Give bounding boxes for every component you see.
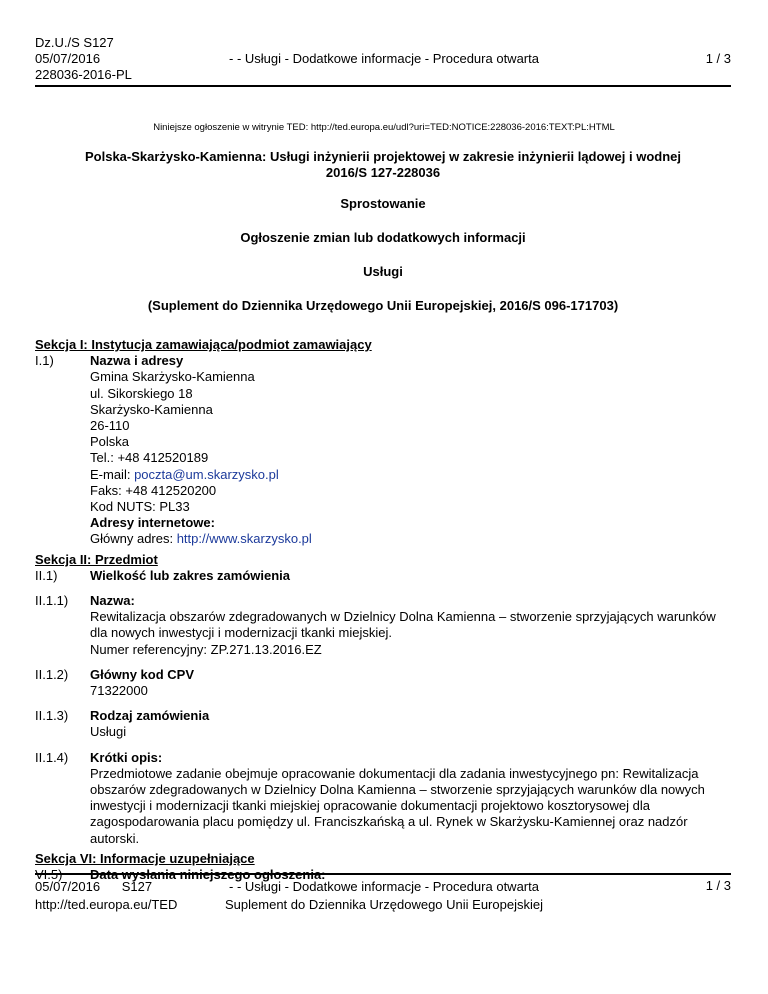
field-label: Rodzaj zamówienia [90, 708, 210, 724]
footer-s: S127 [121, 879, 153, 894]
city: Skarżysko-Kamienna [90, 401, 213, 417]
internet-label: Adresy internetowe: [90, 515, 215, 531]
footer-page: 1 / 3 [705, 878, 731, 893]
field-ii1 [35, 568, 731, 584]
phone: Tel.: +48 412520189 [90, 450, 209, 466]
field-label: Krótki opis: [90, 749, 163, 765]
field-label: Data wysłania niniejszego ogłoszenia: [90, 867, 326, 883]
footer-date: 05/07/2016 [35, 879, 101, 894]
section-6-heading: Sekcja VI: Informacje uzupełniające [35, 850, 255, 866]
notice-id: 228036-2016-PL [35, 67, 132, 82]
footer-journal: Suplement do Dziennika Urzędowego Unii Europejskiej [225, 897, 543, 912]
cpv-code: 71322000 [90, 683, 148, 699]
field-number: II.1) [35, 567, 58, 583]
email-label: E-mail: [90, 466, 135, 482]
country: Polska [90, 434, 130, 450]
main-address-link[interactable]: http://www.skarzysko.pl [176, 531, 312, 547]
email-row [90, 467, 731, 483]
notice-title [35, 149, 731, 181]
title-number: 2016/S 127-228036 [325, 165, 441, 180]
notice-category: Usługi [363, 264, 403, 279]
footer-url[interactable]: http://ted.europa.eu/TED [35, 897, 178, 912]
main-address-label: Główny adres: [90, 531, 177, 547]
field-number: II.1.2) [35, 666, 69, 682]
footer-rule [35, 873, 731, 875]
field-number: VI.5) [35, 867, 63, 883]
title-main: Polska-Skarżysko-Kamienna: Usługi inżynierii projektowej w zakresie inżynierii lądowej i wodnej [84, 149, 681, 164]
field-i1 [35, 353, 731, 547]
postal-code: 26-110 [90, 418, 130, 434]
footer-title [0, 878, 768, 914]
header-date: 05/07/2016 [35, 51, 101, 66]
field-label: Główny kod CPV [90, 666, 195, 682]
section-1-heading: Sekcja I: Instytucja zamawiająca/podmiot zamawiający [35, 337, 372, 352]
field-number: II.1.4) [35, 749, 69, 765]
notice-subtype: Ogłoszenie zmian lub dodatkowych informacji [240, 230, 526, 245]
field-ii11 [35, 593, 731, 658]
field-label: Nazwa i adresy [90, 353, 184, 369]
short-description: Przedmiotowe zadanie obejmuje opracowanie dokumentacji dla zadania inwestycyjnego pn: Rewitalizacja obszarów zdegradowanych w Dzielnicy Dolna Kamienna – stworzenie sprzyjających warunków dla nowych inwestycji i modernizacji tkanki miejskiej opracowanie dokumentacji projektowo kosztorysowej dla zagospodarowania placu pomiędzy ul. Franciszkańską a ul. Rynek w Skarżysku-Kamiennej oraz nadzór autorski. [90, 765, 705, 846]
notice-type: Sprostowanie [340, 196, 426, 211]
contract-type: Usługi [90, 724, 127, 740]
email-link[interactable]: poczta@um.skarzysko.pl [134, 466, 279, 482]
org-name: Gmina Skarżysko-Kamienna [90, 369, 255, 385]
doc-ref: Dz.U./S S127 [35, 35, 114, 50]
header-title: - - Usługi - Dodatkowe informacje - Procedura otwarta [229, 51, 539, 66]
field-number: I.1) [35, 353, 54, 369]
supplement-ref: (Suplement do Dziennika Urzędowego Unii Europejskiej, 2016/S 096-171703) [147, 298, 619, 313]
ted-link-line[interactable]: Niniejsze ogłoszenie w witrynie TED: http://ted.europa.eu/udl?uri=TED:NOTICE:228036-2016:TEXT:PL:HTML [153, 122, 615, 133]
field-label: Wielkość lub zakres zamówienia [90, 567, 291, 583]
field-ii13 [35, 708, 731, 740]
main-address-row [90, 531, 731, 547]
footer-title-text: - - Usługi - Dodatkowe informacje - Procedura otwarta [229, 879, 539, 894]
field-ii14 [35, 750, 731, 847]
contract-name: Rewitalizacja obszarów zdegradowanych w Dzielnicy Dolna Kamienna – stworzenie sprzyjających warunków dla nowych inwestycji i modernizacji tkanki miejskiej. [90, 609, 716, 641]
reference-number: Numer referencyjny: ZP.271.13.2016.EZ [90, 641, 322, 657]
notice-body [35, 337, 731, 883]
field-number: II.1.1) [35, 593, 69, 609]
fax: Faks: +48 412520200 [90, 482, 217, 498]
header-page: 1 / 3 [705, 51, 731, 66]
field-number: II.1.3) [35, 708, 69, 724]
section-2-heading: Sekcja II: Przedmiot [35, 551, 158, 567]
header-rule [35, 85, 731, 87]
street: ul. Sikorskiego 18 [90, 385, 193, 401]
nuts-code: Kod NUTS: PL33 [90, 499, 190, 515]
field-ii12 [35, 667, 731, 699]
field-label: Nazwa: [90, 593, 135, 609]
